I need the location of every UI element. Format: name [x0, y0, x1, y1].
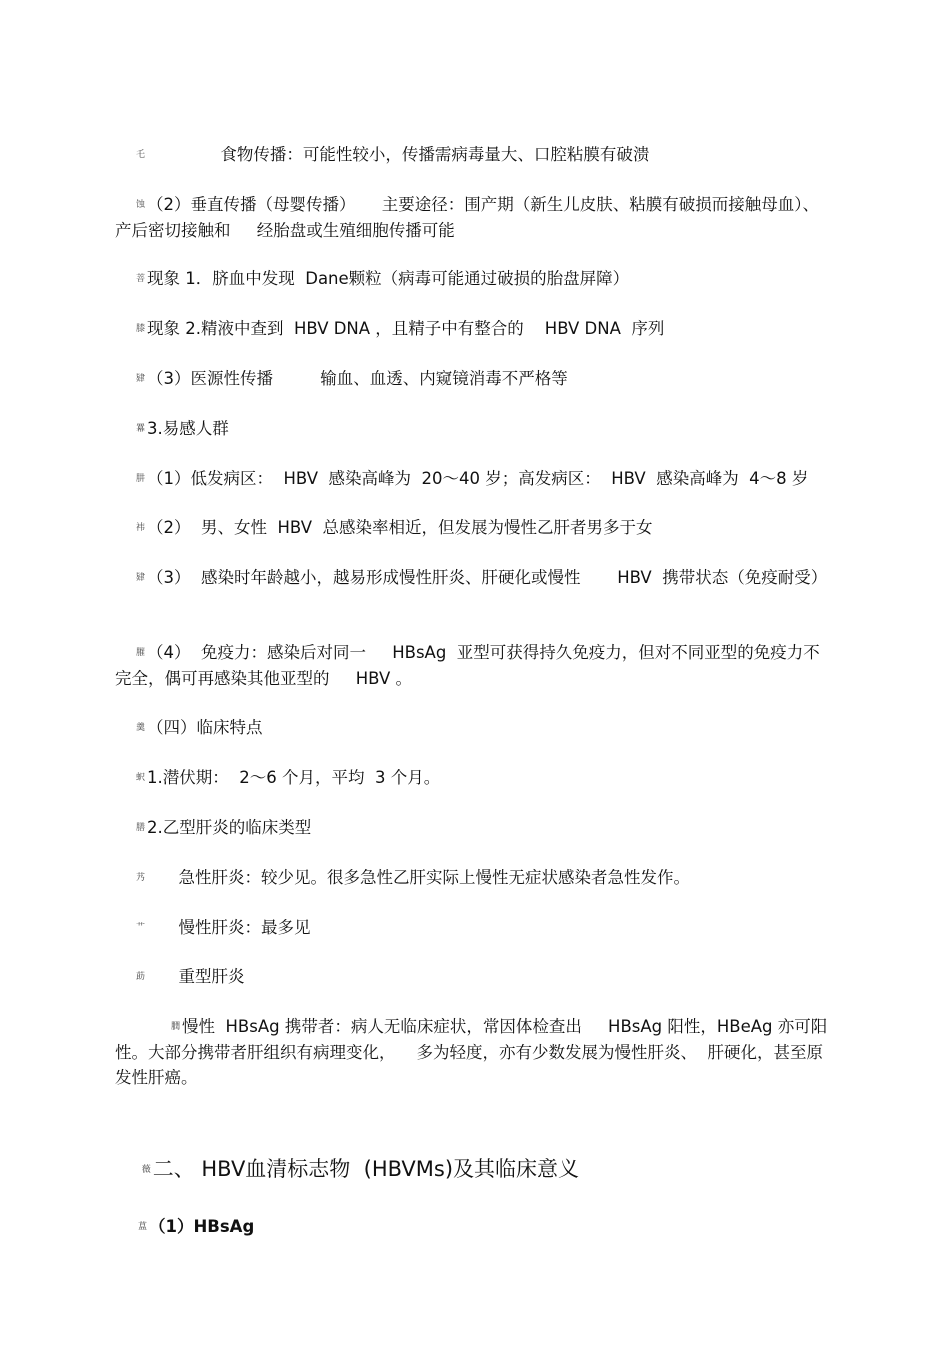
line-text: 2.乙型肝炎的临床类型: [147, 818, 312, 837]
line-text: （四）临床特点: [147, 718, 263, 737]
text-line-age: [115, 540, 835, 616]
margin-mark: 肄: [135, 374, 145, 384]
line-text: （2）垂直传播（母婴传播） 主要途径：围产期（新生儿皮肤、粘膜有破损而接触母血）、产后密切接触和 经胎盘或生殖细胞传播可能: [115, 195, 819, 240]
line-text: 现象 2.精液中查到 HBV DNA ，且精子中有整合的 HBV DNA 序列: [147, 319, 665, 338]
line-text: 3.易感人群: [147, 419, 229, 438]
line-text: （1）低发病区： HBV 感染高峰为 20～40 岁；高发病区： HBV 感染高峰为 4～8 岁: [147, 469, 809, 488]
subheading-hbsag: [115, 1189, 835, 1265]
margin-mark: 薇: [141, 1165, 151, 1175]
margin-mark: 蚇: [135, 773, 145, 783]
margin-mark: 膝: [135, 324, 145, 334]
margin-mark: 艿: [135, 873, 145, 883]
margin-mark: 膗: [135, 648, 145, 658]
line-text: 慢性 HBsAg 携带者：病人无临床症状，常因体检查出 HBsAg 阳性，HBeAg 亦可阳性。大部分携带者肝组织有病理变化， 多为轻度，亦有少数发展为慢性肝炎、 肝硬化，甚至原发性肝癌。: [115, 1017, 828, 1087]
line-text: 慢性肝炎：最多见: [147, 918, 311, 937]
margin-mark: 蚀: [135, 200, 145, 210]
text-line-carrier: [115, 989, 835, 1115]
margin-mark: 菩: [135, 274, 145, 284]
margin-mark: 羹: [135, 723, 145, 733]
line-text: 1.潜伏期： 2～6 个月，平均 3 个月。: [147, 768, 441, 787]
line-text: （3） 感染时年龄越小，越易形成慢性肝炎、肝硬化或慢性 HBV 携带状态（免疫耐受）: [147, 568, 828, 587]
margin-mark: 莇: [135, 972, 145, 982]
margin-mark: 蒀: [137, 1222, 147, 1232]
line-text: 食物传播：可能性较小，传播需病毒量大、口腔粘膜有破溃: [147, 145, 650, 164]
margin-mark: 肼: [135, 474, 145, 484]
line-text: （3）医源性传播 输血、血透、内窥镜消毒不严格等: [147, 369, 568, 388]
subheading-text: （1）HBsAg: [149, 1217, 255, 1236]
line-text: （4） 免疫力：感染后对同一 HBsAg 亚型可获得持久免疫力，但对不同亚型的免疫力不完全，偶可再感染其他亚型的 HBV 。: [115, 643, 820, 688]
margin-mark: 肄: [135, 573, 145, 583]
line-text: 现象 1．脐血中发现 Dane颗粒（病毒可能通过破损的胎盘屏障）: [147, 269, 630, 288]
line-text: （2） 男、女性 HBV 总感染率相近，但发展为慢性乙肝者男多于女: [147, 518, 653, 537]
margin-mark: 乇: [135, 150, 145, 160]
margin-mark: 艹: [135, 923, 145, 933]
line-text: 急性肝炎：较少见。很多急性乙肝实际上慢性无症状感染者急性发作。: [147, 868, 690, 887]
line-text: 重型肝炎: [147, 967, 245, 986]
heading-text: 二、 HBV血清标志物 (HBVMs)及其临床意义: [152, 1157, 580, 1181]
margin-mark: 羃: [135, 424, 145, 434]
margin-mark: 膶: [170, 1022, 180, 1032]
margin-mark: 膳: [135, 823, 145, 833]
margin-mark: 袆: [135, 523, 145, 533]
